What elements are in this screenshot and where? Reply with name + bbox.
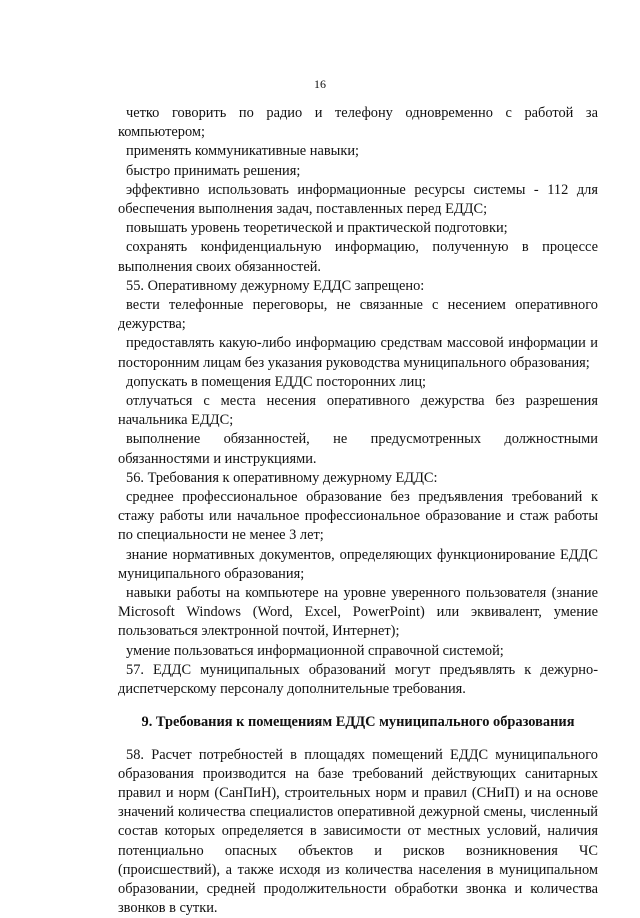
paragraph: допускать в помещения ЕДДС посторонних лиц;: [118, 373, 598, 392]
paragraph: вести телефонные переговоры, не связанные с несением оперативного дежурства;: [118, 296, 598, 334]
paragraph: четко говорить по радио и телефону одновременно с работой за компьютером;: [118, 104, 598, 142]
paragraph: 55. Оперативному дежурному ЕДДС запрещено:: [118, 277, 598, 296]
paragraph: отлучаться с места несения оперативного дежурства без разрешения начальника ЕДДС;: [118, 392, 598, 430]
paragraph: выполнение обязанностей, не предусмотренных должностными обязанностями и инструкциями.: [118, 430, 598, 468]
page-number: 16: [0, 77, 640, 92]
paragraph: применять коммуникативные навыки;: [118, 142, 598, 161]
paragraph: повышать уровень теоретической и практической подготовки;: [118, 219, 598, 238]
paragraph: быстро принимать решения;: [118, 162, 598, 181]
paragraph: среднее профессиональное образование без предъявления требований к стажу работы или начальное профессиональное образование и стаж работы по специальности не менее 3 лет;: [118, 488, 598, 546]
paragraph: 56. Требования к оперативному дежурному ЕДДС:: [118, 469, 598, 488]
paragraph: 58. Расчет потребностей в площадях помещений ЕДДС муниципального образования производится на базе требований действующих санитарных правил и норм (СанПиН), строительных норм и правил (СНиП) и на основе значений количества специалистов оперативной дежурной смены, численный состав которых определяется в зависимости от местных условий, наличия потенциально опасных объектов и рисков возникновения ЧС (происшествий), а также исходя из количества населения в муниципальном образовании, средней продолжительности обработки звонка и количества звонков в сутки.: [118, 746, 598, 918]
paragraph: сохранять конфиденциальную информацию, полученную в процессе выполнения своих обязанностей.: [118, 238, 598, 276]
paragraph: умение пользоваться информационной справочной системой;: [118, 642, 598, 661]
paragraph: знание нормативных документов, определяющих функционирование ЕДДС муниципального образования;: [118, 546, 598, 584]
page-body: [118, 104, 598, 918]
paragraph: навыки работы на компьютере на уровне уверенного пользователя (знание Microsoft Windows (Word, Excel, PowerPoint) или эквивалент, умение пользоваться электронной почтой, Интернет);: [118, 584, 598, 642]
paragraph: эффективно использовать информационные ресурсы системы - 112 для обеспечения выполнения задач, поставленных перед ЕДДС;: [118, 181, 598, 219]
paragraph: предоставлять какую-либо информацию средствам массовой информации и посторонним лицам без указания руководства муниципального образования;: [118, 334, 598, 372]
section-heading: 9. Требования к помещениям ЕДДС муниципального образования: [118, 713, 598, 732]
paragraph: 57. ЕДДС муниципальных образований могут предъявлять к дежурно-диспетчерскому персоналу дополнительные требования.: [118, 661, 598, 699]
